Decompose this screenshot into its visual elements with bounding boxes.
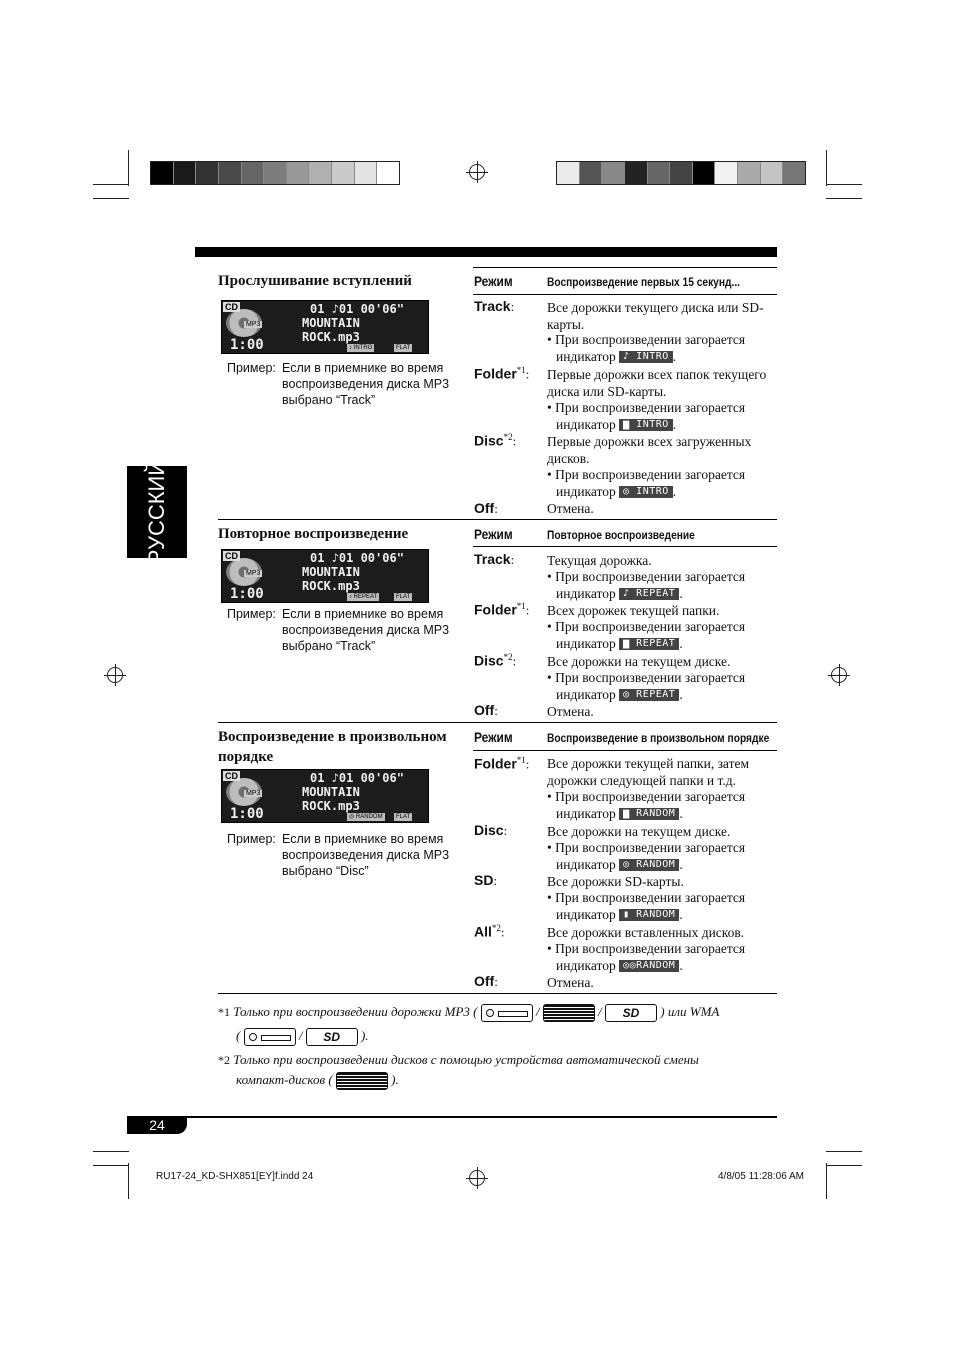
lcd-track-info: 01 ♪01 00'06" [310, 551, 404, 565]
all-random-indicator-icon: ◎◎RANDOM [619, 960, 679, 972]
mode-folder: Folder$^{*1}$: [474, 601, 530, 618]
footnote-text: ) или WMA [660, 1004, 720, 1019]
folder-repeat-indicator-icon: ▆ REPEAT [619, 638, 679, 650]
crop-mark [93, 198, 129, 199]
example-text: Если в приемнике во время воспроизведения диска MP3 выбрано “Track” [282, 607, 450, 653]
lcd-sound-indicator: FLAT [396, 814, 411, 820]
indicator-note: • При воспроизведении загорается индикатор ◎◎RANDOM . [547, 941, 746, 973]
mode-description: Первые дорожки всех папок текущего диска или SD-карты. [547, 367, 767, 399]
mode-disc: Disc$^{*2}$: [474, 652, 517, 669]
footnote-separator: / [536, 1004, 540, 1019]
lcd-sound-indicator: FLAT [396, 345, 411, 351]
footnote-1-continued [236, 1024, 369, 1048]
mode-description: Отмена. [547, 704, 594, 719]
crop-mark [826, 1163, 827, 1199]
mode-description: Отмена. [547, 501, 594, 516]
section-divider [218, 519, 777, 520]
lcd-clock: 1:00 [230, 806, 264, 822]
lcd-mode-indicator: ♪ REPEAT [349, 594, 378, 600]
column-header-mode: Режим [474, 729, 513, 745]
lcd-file-name: ROCK.mp3 [302, 799, 360, 813]
lcd-mp3-badge: MP3 [246, 321, 261, 328]
color-calibration-bar [556, 161, 806, 185]
mode-description: Первые дорожки всех загруженных дисков. [547, 434, 752, 466]
mode-description: Все дорожки на текущем диске. [547, 654, 731, 669]
wma-sd-card-icon: SD [306, 1028, 358, 1046]
indicator-note: • При воспроизведении загорается индикатор ♪ INTRO . [547, 332, 746, 364]
color-calibration-bar [150, 161, 400, 185]
footnote-marker: *1 [218, 1005, 230, 1019]
lcd-mp3-badge: MP3 [246, 790, 261, 797]
crop-mark [826, 184, 862, 185]
section-title-intro: Прослушивание вступлений [218, 273, 412, 289]
registration-mark-icon [107, 667, 123, 683]
lcd-sound-indicator: FLAT [396, 594, 411, 600]
section-divider [218, 993, 777, 994]
page-number: 24 [127, 1117, 187, 1134]
lcd-mode-indicator: ♪ INTRO [349, 345, 373, 351]
mode-description: Все дорожки вставленных дисков. [547, 925, 745, 940]
mode-description: Текущая дорожка. [547, 553, 652, 568]
crop-mark [826, 1165, 862, 1166]
indicator-note: • При воспроизведении загорается индикатор ▆ INTRO . [547, 400, 746, 432]
crop-mark [826, 1151, 862, 1152]
footnote-2-continued [236, 1068, 399, 1092]
mode-description: Всех дорожек текущей папки. [547, 603, 720, 618]
intro-indicator-icon: ♪ INTRO [619, 351, 673, 363]
slug-timestamp: 4/8/05 11:28:06 AM [718, 1171, 804, 1182]
section-title-repeat: Повторное воспроизведение [218, 526, 409, 542]
wma-cd-icon [244, 1028, 296, 1046]
crop-mark [826, 198, 862, 199]
registration-mark-icon [469, 164, 485, 180]
mode-description: Все дорожки SD-карты. [547, 874, 684, 889]
lcd-cd-badge: CD [225, 771, 238, 781]
footnote-marker: *2 [218, 1053, 230, 1067]
footnote-text: ( [236, 1028, 241, 1043]
slug-filename: RU17-24_KD-SHX851[EY]f.indd 24 [156, 1171, 314, 1182]
disc-intro-indicator-icon: ◎ INTRO [619, 486, 673, 498]
sd-random-indicator-icon: ▮ RANDOM [619, 909, 679, 921]
crop-mark [93, 1151, 129, 1152]
mode-track: Track: [474, 551, 515, 567]
footnote-text: ). [391, 1072, 399, 1087]
mode-description: Все дорожки на текущем диске. [547, 824, 731, 839]
lcd-folder-name: MOUNTAIN [302, 565, 360, 579]
mode-description: Отмена. [547, 975, 594, 990]
table-rule [473, 294, 777, 295]
mode-off: Off: [474, 973, 498, 989]
lcd-mode-indicator: ◎ RANDOM [349, 814, 383, 820]
mp3-folder-icon [543, 1004, 595, 1022]
registration-mark-icon [831, 667, 847, 683]
crop-mark [826, 150, 827, 186]
example-text: Если в приемнике во время воспроизведения диска MP3 выбрано “Track” [282, 361, 450, 407]
lcd-track-info: 01 ♪01 00'06" [310, 771, 404, 785]
column-header-description: Повторное воспроизведение [547, 528, 695, 542]
mode-all: All$^{*2}$: [474, 923, 505, 940]
cd-changer-icon [336, 1072, 388, 1090]
lcd-file-name: ROCK.mp3 [302, 579, 360, 593]
lcd-mp3-badge: MP3 [246, 570, 261, 577]
indicator-note: • При воспроизведении загорается индикатор ♪ REPEAT . [547, 569, 746, 601]
footnote-text: ). [360, 1028, 369, 1043]
lcd-display-random [221, 769, 429, 823]
footnote-text: компакт-дисков ( [236, 1072, 333, 1087]
footnote-separator: / [298, 1028, 303, 1043]
mode-off: Off: [474, 702, 498, 718]
example-label: Пример: [227, 832, 276, 846]
lcd-display-repeat [221, 549, 429, 603]
repeat-indicator-icon: ♪ REPEAT [619, 588, 679, 600]
folder-intro-indicator-icon: ▆ INTRO [619, 419, 673, 431]
crop-mark [93, 1165, 129, 1166]
footer-rule [127, 1116, 777, 1118]
indicator-note: • При воспроизведении загорается индикатор ▆ RANDOM . [547, 789, 746, 821]
mode-off: Off: [474, 500, 498, 516]
mode-sd: SD: [474, 872, 498, 888]
mode-description: Все дорожки текущей папки, затем дорожки следующей папки и т.д. [547, 756, 749, 788]
indicator-note: • При воспроизведении загорается индикатор ▮ RANDOM . [547, 890, 746, 922]
lcd-cd-badge: CD [225, 551, 238, 561]
crop-mark [128, 1163, 129, 1199]
language-tab-label: РУССКИЙ [144, 459, 169, 565]
lcd-track-info: 01 ♪01 00'06" [310, 302, 404, 316]
mode-folder: Folder$^{*1}$: [474, 365, 530, 382]
section-title-random: Воспроизведение в произвольном порядке [218, 729, 447, 765]
example-label: Пример: [227, 361, 276, 375]
table-rule [473, 546, 777, 547]
section-divider [218, 722, 777, 723]
registration-mark-icon [469, 1170, 485, 1186]
mp3-cd-icon [481, 1004, 533, 1022]
lcd-display-intro [221, 300, 429, 354]
footnote-text: Только при воспроизведении дорожки MP3 ( [233, 1004, 478, 1019]
header-rule [195, 247, 777, 257]
mode-track: Track: [474, 298, 515, 314]
column-header-mode: Режим [474, 273, 513, 289]
lcd-folder-name: MOUNTAIN [302, 785, 360, 799]
footnote-text: Только при воспроизведении дисков с помощью устройства автоматической смены [233, 1052, 699, 1067]
folder-random-indicator-icon: ▆ RANDOM [619, 808, 679, 820]
lcd-clock: 1:00 [230, 337, 264, 353]
crop-mark [93, 184, 129, 185]
table-rule [473, 750, 777, 751]
table-rule [473, 267, 777, 268]
crop-mark [128, 150, 129, 186]
disc-random-indicator-icon: ◎ RANDOM [619, 859, 679, 871]
language-tab [127, 459, 187, 565]
indicator-note: • При воспроизведении загорается индикатор ▆ REPEAT . [547, 619, 746, 651]
column-header-mode: Режим [474, 526, 513, 542]
lcd-cd-badge: CD [225, 302, 238, 312]
column-header-description: Воспроизведение в произвольном порядке [547, 731, 770, 745]
sd-card-icon: SD [605, 1004, 657, 1022]
example-label: Пример: [227, 607, 276, 621]
footnote-separator: / [598, 1004, 602, 1019]
disc-repeat-indicator-icon: ◎ REPEAT [619, 689, 679, 701]
lcd-file-name: ROCK.mp3 [302, 330, 360, 344]
footnote-1 [218, 1000, 778, 1024]
example-text: Если в приемнике во время воспроизведения диска MP3 выбрано “Disc” [282, 832, 450, 878]
mode-folder: Folder$^{*1}$: [474, 755, 530, 772]
indicator-note: • При воспроизведении загорается индикатор ◎ REPEAT . [547, 670, 746, 702]
lcd-clock: 1:00 [230, 586, 264, 602]
mode-disc: Disc$^{*2}$: [474, 432, 517, 449]
column-header-description: Воспроизведение первых 15 секунд... [547, 275, 740, 289]
mode-disc: Disc: [474, 822, 508, 838]
mode-description: Все дорожки текущего диска или SD-карты. [547, 300, 764, 332]
indicator-note: • При воспроизведении загорается индикатор ◎ RANDOM . [547, 840, 746, 872]
lcd-folder-name: MOUNTAIN [302, 316, 360, 330]
indicator-note: • При воспроизведении загорается индикатор ◎ INTRO . [547, 467, 746, 499]
